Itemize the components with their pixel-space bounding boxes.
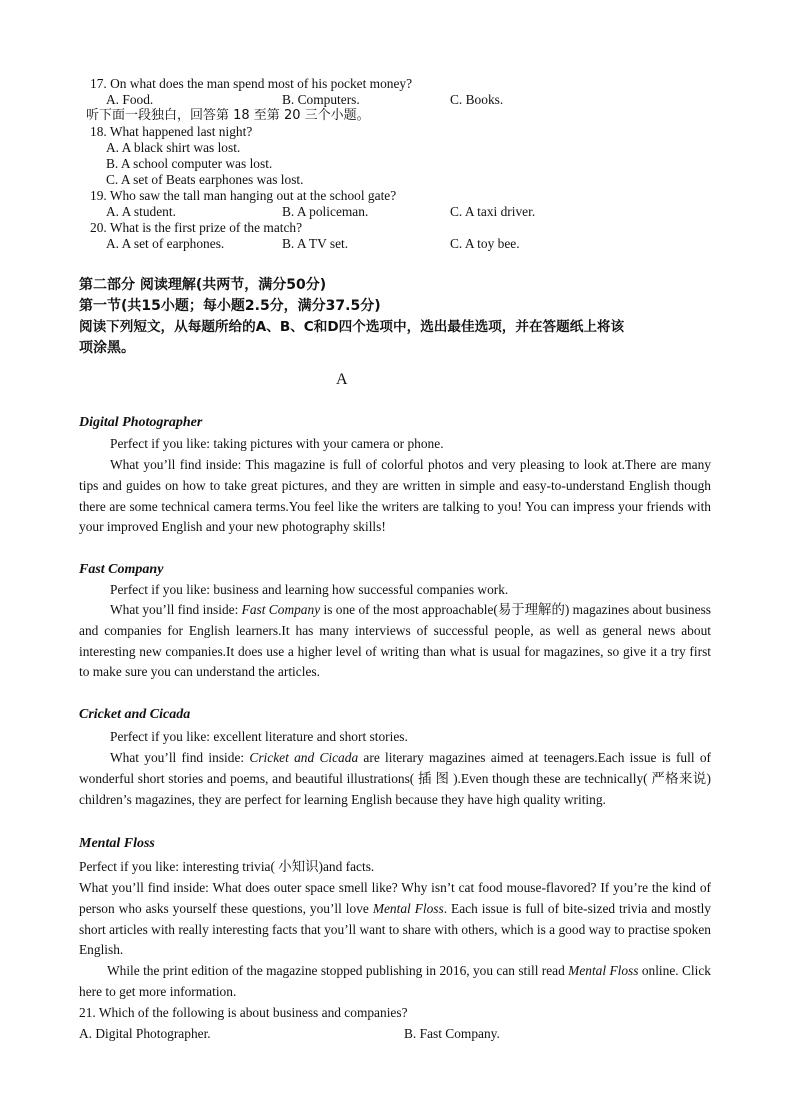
mental-floss-online-link-text: online. Click here to get more information. bbox=[79, 963, 711, 999]
q20-option-b: B. A TV set. bbox=[282, 236, 349, 251]
part2-heading: 第二部分 阅读理解(共两节，满分50分) bbox=[79, 277, 327, 293]
q21-option-b: B. Fast Company. bbox=[404, 1026, 500, 1041]
magazine-title-fast-company: Fast Company bbox=[79, 562, 164, 577]
q19-option-a: A. A student. bbox=[106, 204, 176, 219]
section1-heading: 第一节(共15小题；每小题2.5分，满分37.5分) bbox=[79, 298, 381, 314]
cricket-cicada-name: Cricket and Cicada bbox=[249, 750, 359, 765]
q17-option-a: A. Food. bbox=[106, 92, 154, 107]
fast-company-name: Fast Company bbox=[241, 602, 321, 617]
cricket-cicada-like: Perfect if you like: excellent literature and short stories. bbox=[110, 729, 408, 744]
question-20: 20. What is the first prize of the match? bbox=[90, 220, 303, 235]
digital-photographer-like: Perfect if you like: taking pictures with your camera or phone. bbox=[110, 436, 444, 451]
magazine-title-digital-photographer: Digital Photographer bbox=[79, 415, 203, 430]
magazine-title-cricket-and-cicada: Cricket and Cicada bbox=[79, 707, 191, 722]
fast-company-text: is one of the most approachable(易于理解的) magazines about business and companies for English learners.It has many interviews of successful people, as well as general news about interesting new companies.It does use a higher level of writing than what is usual for magazines, so give it a try first to make sure you can understand the articles. bbox=[79, 602, 711, 680]
q20-option-a: A. A set of earphones. bbox=[106, 236, 225, 251]
cricket-cicada-find-label: What you’ll find inside: bbox=[110, 750, 250, 765]
mental-floss-online-text: While the print edition of the magazine stopped publishing in 2016, you can still read bbox=[107, 963, 569, 978]
fast-company-like: Perfect if you like: business and learning how successful companies work. bbox=[110, 582, 509, 597]
q18-option-a: A. A black shirt was lost. bbox=[106, 140, 241, 155]
cricket-cicada-text: are literary magazines aimed at teenagers.Each issue is full of wonderful short stories and poems, and beautiful illustrations( 插 图 ).Even though these are technically( 严格来说) children’s magazines, they are perfect for learning English because they have high quality writing. bbox=[79, 750, 711, 807]
q18-option-c: C. A set of Beats earphones was lost. bbox=[106, 172, 304, 187]
mental-floss-description bbox=[79, 878, 711, 961]
listening-instruction: 听下面一段独白，回答第 18 至第 20 三个小题。 bbox=[86, 108, 370, 123]
fast-company-find-label: What you’ll find inside: bbox=[110, 602, 242, 617]
q18-option-b: B. A school computer was lost. bbox=[106, 156, 273, 171]
question-18: 18. What happened last night? bbox=[90, 124, 253, 139]
mental-floss-text: . Each issue is full of bite-sized trivia and mostly short articles with really interesting facts that you’ll want to share with others, which is a good way to practise spoken English. bbox=[79, 900, 711, 958]
mental-floss-name: Mental Floss bbox=[372, 900, 444, 916]
question-21: 21. Which of the following is about business and companies? bbox=[79, 1005, 408, 1020]
mental-floss-online bbox=[79, 961, 711, 1003]
q17-option-c: C. Books. bbox=[450, 92, 504, 107]
mental-floss-like: Perfect if you like: interesting trivia( 小知识)and facts. bbox=[79, 859, 375, 874]
q19-option-c: C. A taxi driver. bbox=[450, 204, 536, 219]
q17-option-b: B. Computers. bbox=[282, 92, 360, 107]
digital-photographer-description: What you’ll find inside: This magazine is full of colorful photos and very pleasing to look at.There are many tips and guides on how to take great pictures, and they are written in simple and easy-to-understand English though there are some technical camera terms.You feel like the writers are talking to you! You can impress your friends with your improved English and your new photography skills! bbox=[79, 457, 711, 535]
magazine-title-mental-floss: Mental Floss bbox=[79, 836, 155, 851]
q21-option-a: A. Digital Photographer. bbox=[79, 1026, 211, 1041]
mental-floss-online-name: Mental Floss bbox=[568, 963, 639, 978]
q19-option-b: B. A policeman. bbox=[282, 204, 369, 219]
q20-option-c: C. A toy bee. bbox=[450, 236, 520, 251]
question-19: 19. Who saw the tall man hanging out at the school gate? bbox=[90, 188, 397, 203]
fast-company-description bbox=[79, 600, 711, 683]
passage-letter: A bbox=[336, 371, 348, 388]
reading-instruction-line1: 阅读下列短文，从每题所给的A、B、C和D四个选项中，选出最佳选项，并在答题纸上将该 bbox=[79, 319, 625, 335]
reading-instruction-line2: 项涂黑。 bbox=[79, 340, 135, 356]
mental-floss-find-label: What you’ll find inside: What does outer space smell like? Why isn’t cat food mouse-flavored? If you’re the kind of person who asks yourself these questions, you’ll love bbox=[79, 880, 711, 916]
question-17: 17. On what does the man spend most of his pocket money? bbox=[90, 76, 413, 91]
cricket-cicada-description bbox=[79, 748, 711, 810]
